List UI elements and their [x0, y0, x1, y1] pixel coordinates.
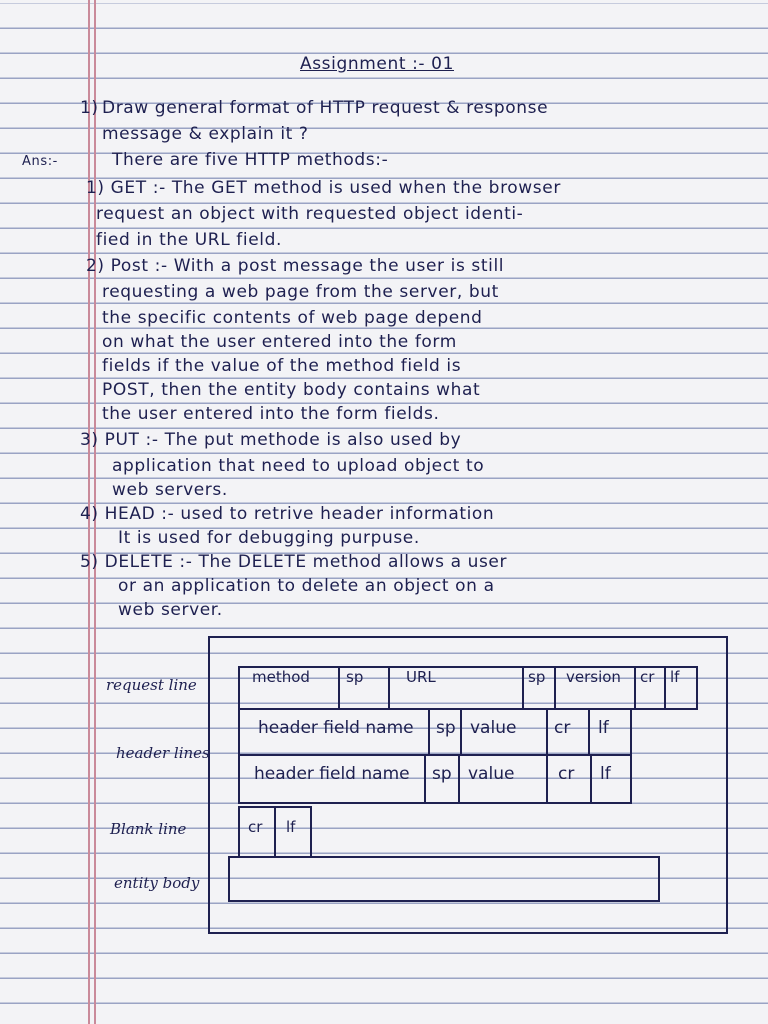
divider — [546, 754, 548, 804]
entity-body-box — [228, 856, 660, 902]
label-blank-line: Blank line — [110, 820, 187, 838]
cell-sp: sp — [346, 668, 364, 686]
label-header-lines: header lines — [116, 744, 210, 762]
label-request-line: request line — [106, 676, 197, 694]
label-entity-body: entity body — [114, 874, 200, 892]
assignment-title: Assignment :- 01 — [300, 54, 454, 74]
cell-sp: sp — [528, 668, 546, 686]
cell-value: value — [470, 718, 517, 738]
divider — [554, 666, 556, 710]
put-line-2: application that need to upload object to — [112, 456, 485, 476]
divider — [428, 708, 430, 756]
divider — [588, 708, 590, 756]
delete-line-2: or an application to delete an object on a — [118, 576, 495, 596]
head-line-2: It is used for debugging purpuse. — [118, 528, 420, 548]
get-line-2: request an object with requested object identi- — [96, 204, 524, 224]
post-line-2: requesting a web page from the server, but — [102, 282, 499, 302]
cell-lf: lf — [600, 764, 611, 784]
get-line-1: 1) GET :- The GET method is used when the browser — [86, 178, 561, 198]
cell-cr: cr — [554, 718, 571, 738]
cell-lf: lf — [286, 818, 296, 836]
put-line-1: 3) PUT :- The put methode is also used by — [80, 430, 462, 450]
cell-cr: cr — [558, 764, 575, 784]
cell-cr: cr — [640, 668, 655, 686]
divider — [546, 708, 548, 756]
post-line-7: the user entered into the form fields. — [102, 404, 440, 424]
question-line-2: message & explain it ? — [102, 124, 309, 144]
post-line-1: 2) Post :- With a post message the user is still — [86, 256, 505, 276]
cell-lf: lf — [598, 718, 609, 738]
post-line-5: fields if the value of the method field is — [102, 356, 462, 376]
post-line-3: the specific contents of web page depend — [102, 308, 483, 328]
divider — [458, 754, 460, 804]
get-line-3: fied in the URL field. — [96, 230, 282, 250]
divider — [388, 666, 390, 710]
divider — [338, 666, 340, 710]
question-number: 1) — [80, 98, 99, 118]
put-line-3: web servers. — [112, 480, 228, 500]
delete-line-3: web server. — [118, 600, 223, 620]
cell-url: URL — [406, 668, 436, 686]
cell-sp: sp — [432, 764, 452, 784]
cell-value: value — [468, 764, 515, 784]
post-line-4: on what the user entered into the form — [102, 332, 457, 352]
divider — [274, 806, 276, 858]
cell-header-field-name: header field name — [258, 718, 414, 738]
question-line-1: Draw general format of HTTP request & response — [102, 98, 549, 118]
divider — [522, 666, 524, 710]
divider — [634, 666, 636, 710]
cell-cr: cr — [248, 818, 263, 836]
cell-header-field-name: header field name — [254, 764, 410, 784]
divider — [664, 666, 666, 710]
cell-version: version — [566, 668, 621, 686]
cell-sp: sp — [436, 718, 456, 738]
cell-lf: lf — [670, 668, 680, 686]
divider — [424, 754, 426, 804]
answer-intro: There are five HTTP methods:- — [112, 150, 389, 170]
divider — [460, 708, 462, 756]
delete-line-1: 5) DELETE :- The DELETE method allows a user — [80, 552, 508, 572]
post-line-6: POST, then the entity body contains what — [102, 380, 481, 400]
cell-method: method — [252, 668, 310, 686]
divider — [590, 754, 592, 804]
answer-label: Ans:- — [22, 154, 58, 169]
head-line-1: 4) HEAD :- used to retrive header information — [80, 504, 495, 524]
